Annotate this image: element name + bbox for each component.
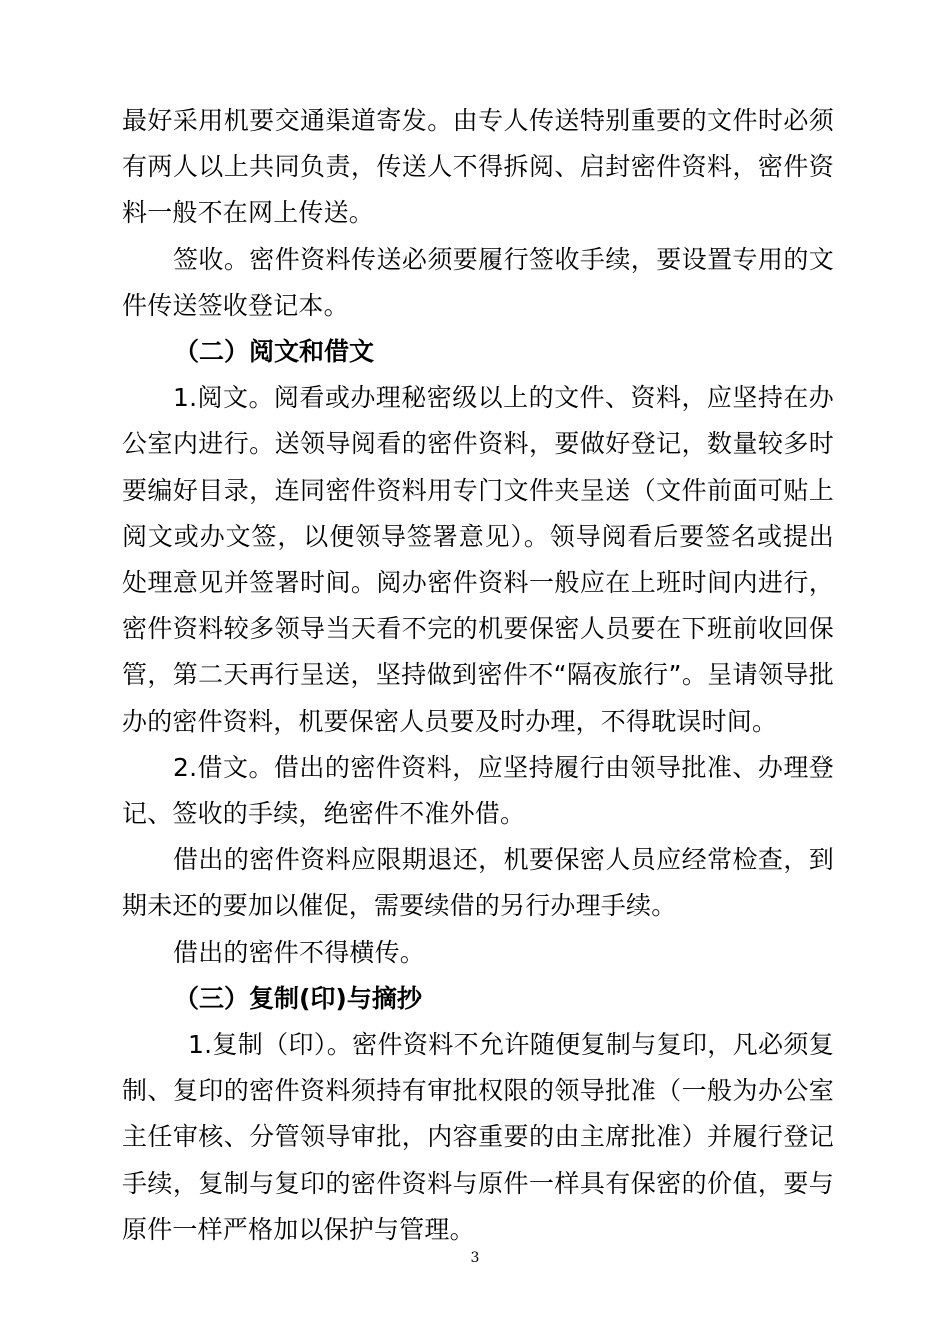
section-heading-reading-borrowing: （二）阅文和借文: [174, 337, 375, 367]
paragraph-sign-receipt: 签收。密件资料传送必须要履行签收手续，要设置专用的文件传送签收登记本。: [122, 244, 834, 320]
paragraph-no-transfer: 借出的密件不得横传。: [173, 937, 426, 967]
page-number: 3: [470, 1250, 480, 1266]
paragraph-copying: 1.复制（印）。密件资料不允许随便复制与复印，凡必须复制、复印的密件资料须持有审批权限的领导批准（一般为办公室主任审核、分管领导审批，内容重要的由主席批准）并履行登记手续，复制与复印的密件资料与原件一样具有保密的价值，要与原件一样严格加以保护与管理。: [122, 1030, 834, 1244]
paragraph-reading: 1.阅文。阅看或办理秘密级以上的文件、资料，应坚持在办公室内进行。送领导阅看的密件资料，要做好登记，数量较多时要编好目录，连同密件资料用专门文件夹呈送（文件前面可贴上阅文或办文签，以便领导签署意见）。领导阅看后要签名或提出处理意见并签署时间。阅办密件资料一般应在上班时间内进行，密件资料较多领导当天看不完的机要保密人员要在下班前收回保管，第二天再行呈送，坚持做到密件不“隔夜旅行”。呈请领导批办的密件资料，机要保密人员要及时办理，不得耽误时间。: [122, 383, 834, 736]
paragraph-return-deadline: 借出的密件资料应限期退还，机要保密人员应经常检查，到期未还的要加以催促，需要续借的另行办理手续。: [122, 845, 834, 921]
section-heading-copy-excerpt: （三）复制(印)与摘抄: [174, 983, 422, 1013]
paragraph-borrowing: 2.借文。借出的密件资料，应坚持履行由领导批准、办理登记、签收的手续，绝密件不准外借。: [122, 752, 834, 829]
paragraph-mailing: 最好采用机要交通渠道寄发。由专人传送特别重要的文件时必须有两人以上共同负责，传送人不得拆阅、启封密件资料，密件资料一般不在网上传送。: [122, 106, 834, 228]
document-body: [122, 98, 834, 1253]
